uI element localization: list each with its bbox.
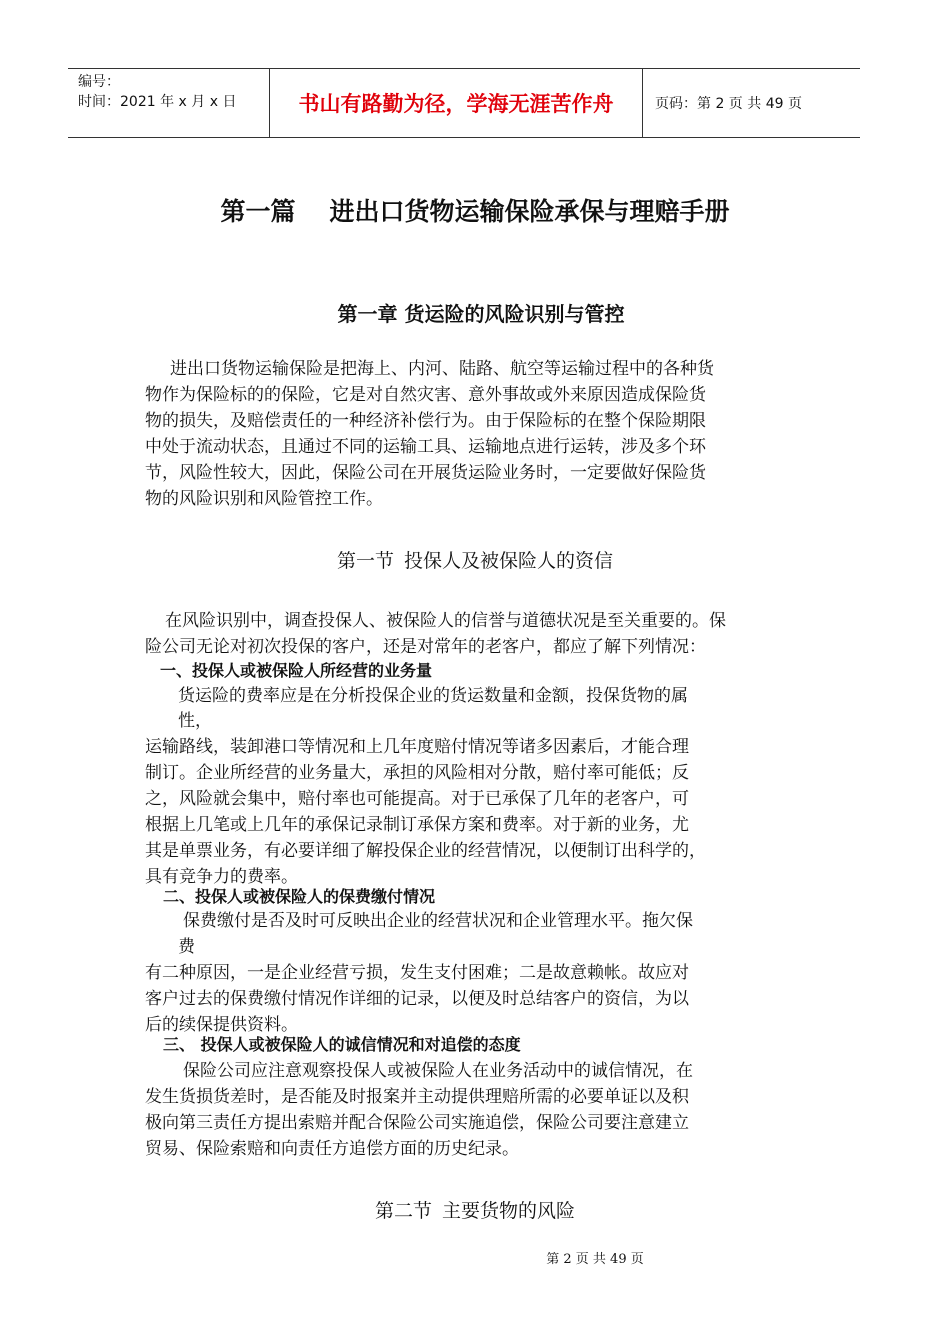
paragraph-line: 进出口货物运输保险是把海上、内河、陆路、航空等运输过程中的各种货: [170, 359, 714, 379]
paragraph-line: 根据上几笔或上几年的承保记录制订承保方案和费率。对于新的业务，尤: [145, 815, 689, 835]
paragraph-line: 保费缴付是否及时可反映出企业的经营状况和企业管理水平。拖欠保: [183, 911, 693, 931]
document-number-label: 编号：: [78, 74, 120, 90]
section-heading: [0, 546, 950, 573]
header-meta: [68, 69, 270, 137]
paragraph-line: 之，风险就会集中，赔付率也可能提高。对于已承保了几年的老客户，可: [145, 789, 689, 809]
section-title: 投保人及被保险人的资信: [404, 550, 614, 572]
paragraph-line: 其是单票业务，有必要详细了解投保企业的经营情况，以便制订出科学的，: [145, 841, 706, 861]
subheading: 一、投保人或被保险人所经营的业务量: [160, 661, 433, 680]
paragraph-line: 中处于流动状态，且通过不同的运输工具、运输地点进行运转，涉及多个环: [145, 437, 706, 457]
part-title: [0, 192, 950, 228]
paragraph-line: 险公司无论对初次投保的客户，还是对常年的老客户，都应了解下列情况：: [145, 637, 706, 657]
section-heading: [0, 1196, 950, 1223]
page-footer: 第 2 页 共 49 页: [546, 1252, 644, 1267]
part-number: 第一篇: [220, 197, 296, 226]
paragraph-line: 制订。企业所经营的业务量大，承担的风险相对分散，赔付率可能低；反: [145, 763, 689, 783]
paragraph-line: 保险公司应注意观察投保人或被保险人在业务活动中的诚信情况，在: [183, 1061, 693, 1081]
paragraph-line: 物的风险识别和风险管控工作。: [145, 489, 383, 509]
part-name: 进出口货物运输保险承保与理赔手册: [329, 197, 730, 226]
paragraph-line: 物作为保险标的的保险，它是对自然灾害、意外事故或外来原因造成保险货: [145, 385, 706, 405]
section-title: 主要货物的风险: [442, 1200, 576, 1222]
paragraph-line: 后的续保提供资料。: [145, 1015, 298, 1035]
paragraph-line: 物的损失，及赔偿责任的一种经济补偿行为。由于保险标的在整个保险期限: [145, 411, 706, 431]
paragraph-line: 运输路线，装卸港口等情况和上几年度赔付情况等诸多因素后，才能合理: [145, 737, 689, 757]
paragraph-line: 发生货损货差时，是否能及时报案并主动提供理赔所需的必要单证以及积: [145, 1087, 689, 1107]
section-number: 第二节: [374, 1200, 432, 1222]
subheading: 三、 投保人或被保险人的诚信情况和对追偿的态度: [163, 1035, 521, 1054]
paragraph-line: 贸易、保险索赔和向责任方追偿方面的历史纪录。: [145, 1139, 519, 1159]
paragraph-line: 性，: [178, 711, 212, 731]
header-page-label: 页码：第 2 页 共 49 页: [655, 96, 802, 112]
page-header: [68, 68, 860, 138]
document-time-label: 时间：2021 年 x 月 x 日: [78, 94, 237, 110]
paragraph-line: 具有竞争力的费率。: [145, 867, 298, 887]
paragraph-line: 货运险的费率应是在分析投保企业的货运数量和金额，投保货物的属: [178, 686, 688, 706]
paragraph-line: 费: [178, 937, 195, 957]
paragraph-line: 有二种原因，一是企业经营亏损，发生支付困难；二是故意赖帐。故应对: [145, 963, 689, 983]
paragraph-line: 节，风险性较大，因此，保险公司在开展货运险业务时，一定要做好保险货: [145, 463, 706, 483]
paragraph-line: 客户过去的保费缴付情况作详细的记录，以便及时总结客户的资信，为以: [145, 989, 689, 1009]
paragraph-line: 极向第三责任方提出索赔并配合保险公司实施追偿，保险公司要注意建立: [145, 1113, 689, 1133]
section-number: 第一节: [336, 550, 394, 572]
subheading: 二、投保人或被保险人的保费缴付情况: [163, 887, 436, 906]
chapter-title: 第一章 货运险的风险识别与管控: [337, 302, 625, 326]
paragraph-line: 在风险识别中，调查投保人、被保险人的信誉与道德状况是至关重要的。保: [165, 611, 726, 631]
header-motto: 书山有路勤为径，学海无涯苦作舟: [270, 69, 643, 137]
